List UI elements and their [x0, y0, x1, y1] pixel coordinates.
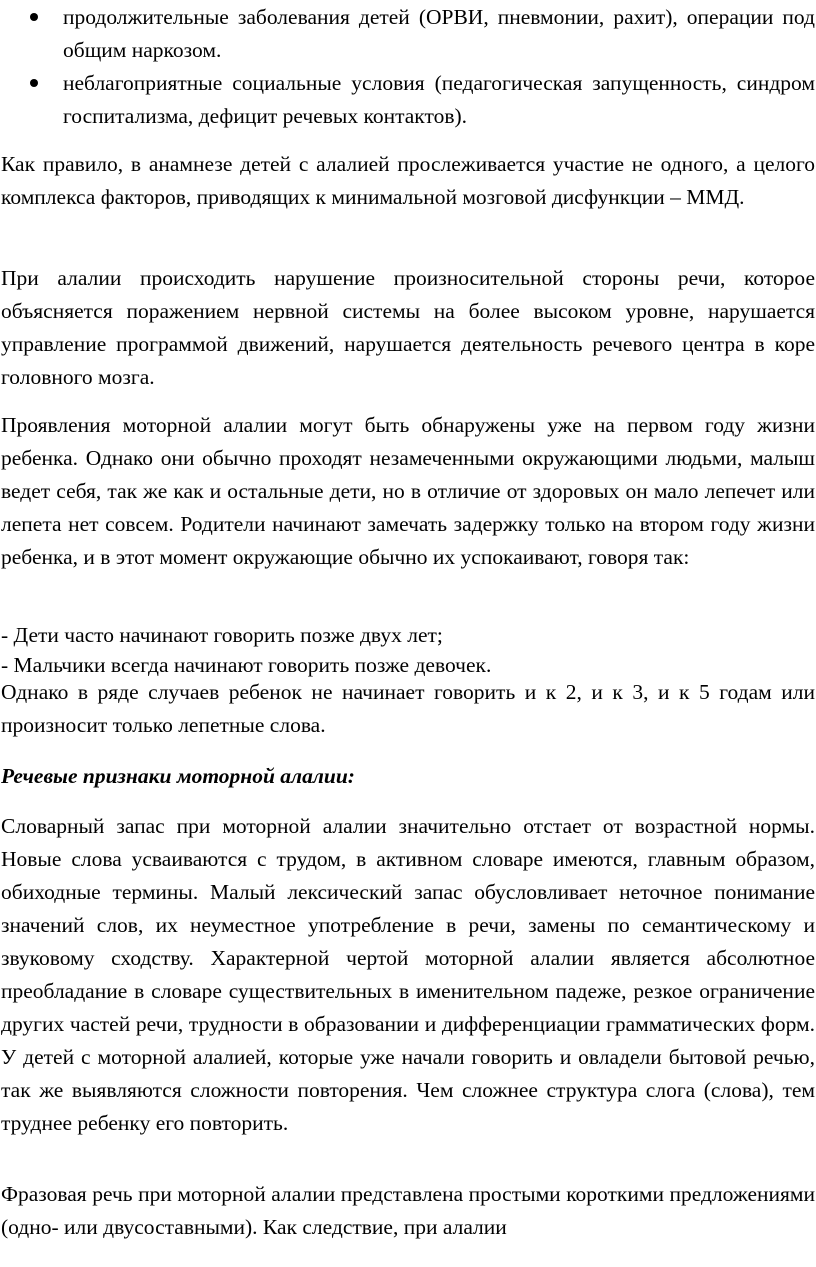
paragraph-vocabulary: Словарный запас при моторной алалии значительно отстает от возрастной нормы. Новые слова усваиваются с трудом, в активном словаре имеются, главным образом, обиходные термины. Малый лексический запас обусловливает неточное понимание значений слов, их неуместное употребление в речи, замены по семантическому и звуковому сходству. Характерной чертой моторной алалии является абсолютное преобладание в словаре существительных в именительном падеже, резкое ограничение других частей речи, трудности в образовании и дифференциации грамматических форм. У детей с моторной алалией, которые уже начали говорить и овладели бытовой речью, так же выявляются сложности повторения. Чем сложнее структура слога (слова), тем труднее ребенку его повторить.: [1, 814, 815, 1135]
bullet-icon: [30, 13, 38, 21]
list-item: [30, 1, 815, 67]
dash-item-two-years: - Дети часто начинают говорить позже двух лет;: [1, 623, 443, 647]
paragraph-alalia-mechanism: При алалии происходить нарушение произносительной стороны речи, которое объясняется поражением нервной системы на более высоком уровне, нарушается управление программой движений, нарушается деятельность речевого центра в коре головного мозга.: [1, 266, 815, 389]
section-heading: Речевые признаки моторной алалии:: [1, 764, 355, 788]
bullet-text: неблагоприятные социальные условия (педагогическая запущенность, синдром госпитализма, дефицит речевых контактов).: [63, 71, 815, 128]
bullet-text: продолжительные заболевания детей (ОРВИ, пневмонии, рахит), операции под общим наркозом.: [63, 5, 815, 62]
paragraph-anamnesis: Как правило, в анамнезе детей с алалией прослеживается участие не одного, а целого комплекса факторов, приводящих к минимальной мозговой дисфункции – ММД.: [1, 152, 815, 209]
risk-factors-list: [30, 1, 815, 133]
bullet-icon: [30, 79, 38, 87]
paragraph-phrase-speech: Фразовая речь при моторной алалии представлена простыми короткими предложениями (одно- или двусоставными). Как следствие, при алалии: [1, 1182, 815, 1239]
dash-item-boys: - Мальчики всегда начинают говорить позже девочек.: [1, 653, 492, 677]
paragraph-late-speech: Однако в ряде случаев ребенок не начинает говорить и к 2, и к 3, и к 5 годам или произносит только лепетные слова.: [1, 680, 815, 737]
list-item: [30, 67, 815, 133]
paragraph-early-signs: Проявления моторной алалии могут быть обнаружены уже на первом году жизни ребенка. Однако они обычно проходят незамеченными окружающими людьми, малыш ведет себя, так же как и остальные дети, но в отличие от здоровых он мало лепечет или лепета нет совсем. Родители начинают замечать задержку только на втором году жизни ребенка, и в этот момент окружающие обычно их успокаивают, говоря так:: [1, 413, 815, 569]
